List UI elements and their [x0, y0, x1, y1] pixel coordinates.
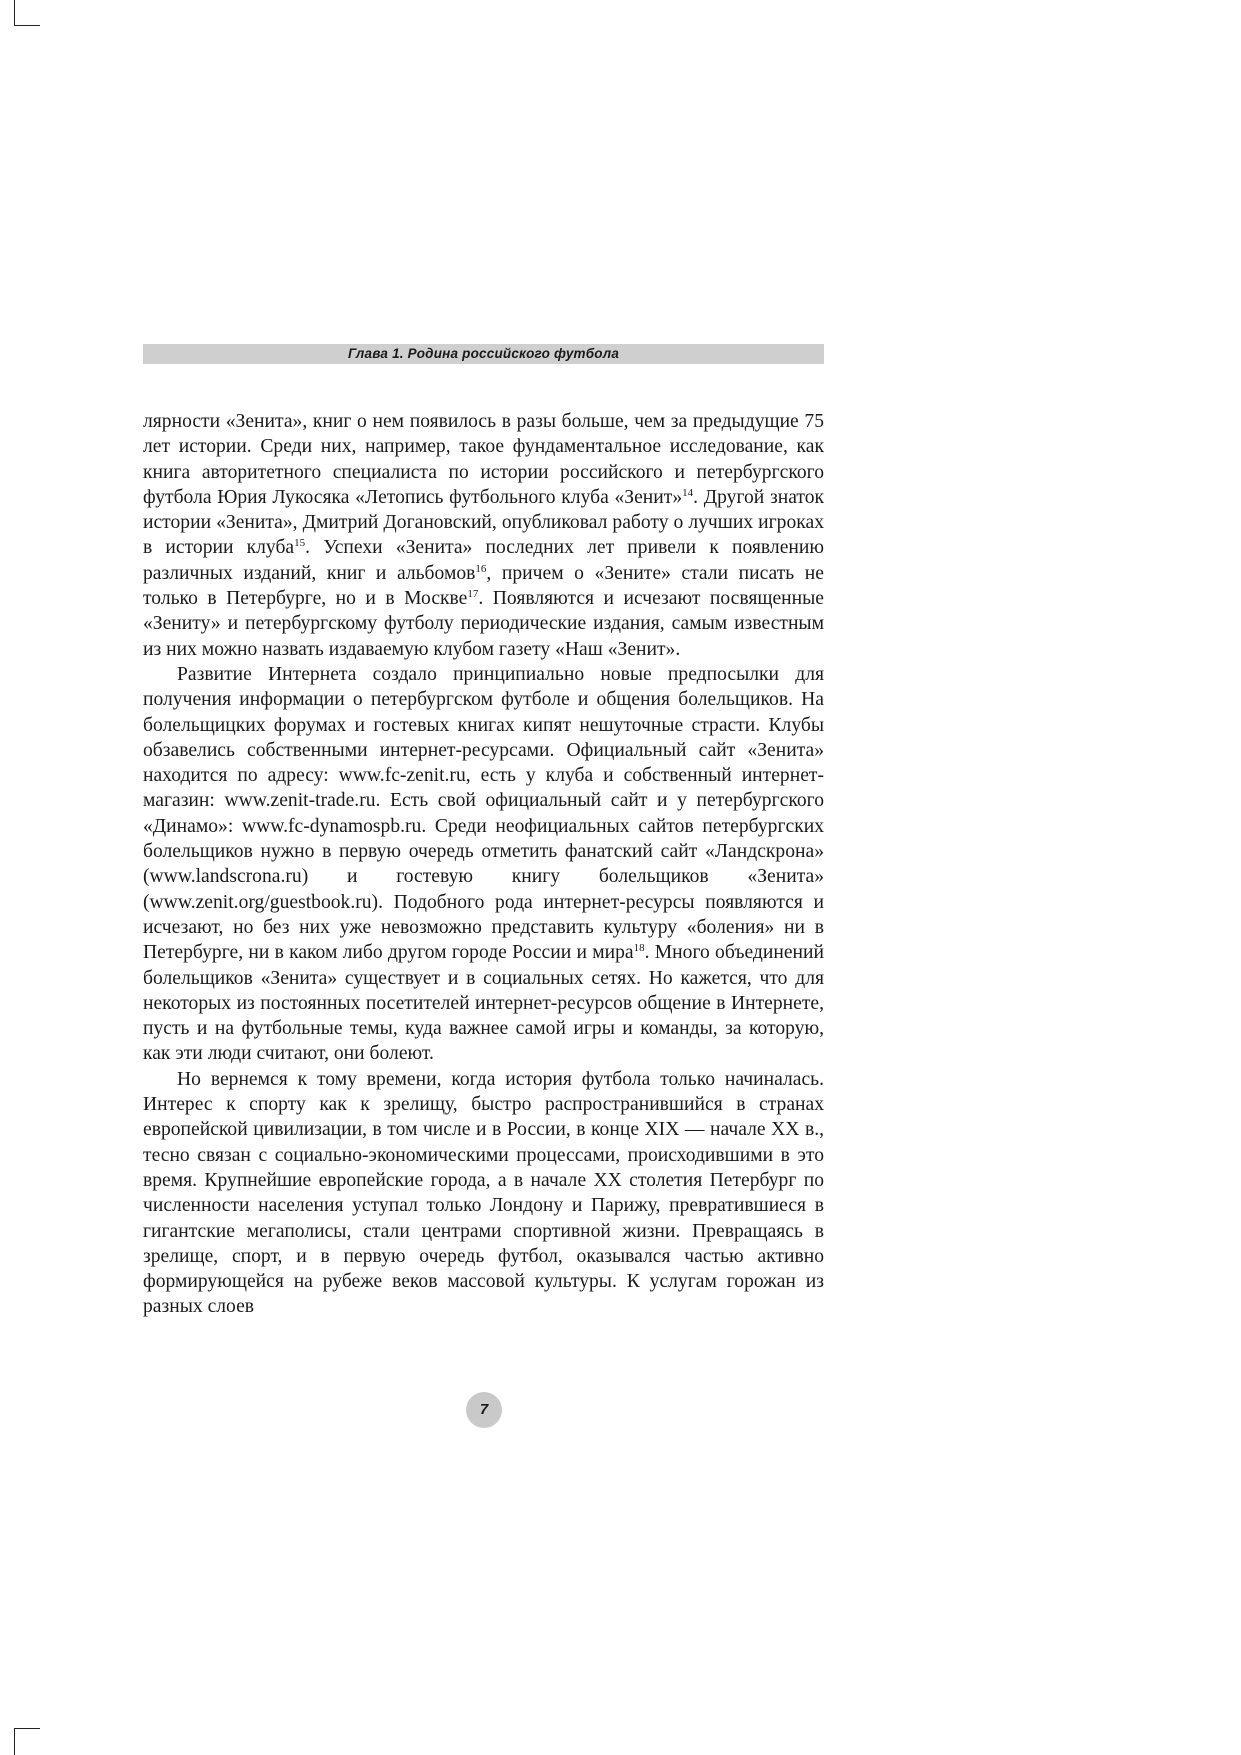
footnote-ref-17: 17 — [467, 588, 479, 601]
text-segment: . Успехи «Зенита» последних лет привели к появлению различных изданий, книг и альбомов — [143, 537, 825, 584]
footnote-ref-14: 14 — [682, 486, 694, 499]
text-segment: Но вернемся к тому времени, когда история футбола только начиналась. Интерес к спорту как к зрелищу, быстро распространившийся в странах европейской цивилизации, в том числе и в России, в конце XIX — начале XX в., тесно связан с социально-экономическими процессами, происходившими в это время. Крупнейшие европейские города, а в начале XX столетия Петербург по численности населения уступал только Лондону и Парижу, превратившиеся в гигантские мегаполисы, стали центрами спортивной жизни. Превращаясь в зрелище, спорт, и в первую очередь футбол, оказывался частью активно формирующейся на рубеже веков массовой культуры. К услугам горожан из разных слоев — [143, 1068, 824, 1318]
text-segment: . Много объединений болельщиков «Зенита» существует и в социальных сетях. Но кажется, что для некоторых из постоянных посетителей интернет-ресурсов общение в Интернете, пусть и на футбольные темы, куда важнее самой игры и команды, за которую, как эти люди считают, они болеют. — [143, 942, 825, 1065]
text-segment: Развитие Интернета создало принципиально новые предпосылки для получения информации о петербургском футболе и общения болельщиков. На болельщицких форумах и гостевых книгах кипят нешуточные страсти. Клубы обзавелись собственными интернет-ресурсами. Официальный сайт «Зенита» находится по адресу: www.fc-zenit.ru, есть у клуба и собственный интернет-магазин: www.zenit-trade.ru. Есть свой официальный сайт и у петербургского «Динамо»: www.fc-dynamospb.ru. Среди неофициальных сайтов петербургских болельщиков нужно в первую очередь отметить фанатский сайт «Ландскрона» (www.landscrona.ru) и гостевую книгу болельщиков «Зенита» (www.zenit.org/guestbook.ru). Подобного рода интернет-ресурсы появляются и исчезают, но без них уже невозможно представить культуру «боления» ни в Петербурге, ни в каком либо другом городе России и мира — [143, 663, 824, 964]
text-segment: . Другой знаток истории «Зенита», Дмитрий Догановский, опубликовал работу о лучших игроках в истории клуба — [143, 486, 825, 559]
text-segment: . Появляются и исчезают посвященные «Зениту» и петербургскому футболу периодические издания, самым известным из них можно назвать издаваемую клубом газету «Наш «Зенит». — [143, 588, 824, 660]
crop-mark-top-horizontal — [14, 25, 40, 26]
text-segment: лярности «Зенита», книг о нем появилось в разы больше, чем за предыдущие 75 лет истории. Среди них, например, такое фундаментальное исследование, как книга авторитетного специалиста по истории российского и петербургского футбола Юрия Лукосяка «Летопись футбольного клуба «Зенит» — [143, 411, 824, 508]
running-header — [143, 344, 824, 364]
chapter-title: Глава 1. Родина российского футбола — [347, 346, 620, 361]
crop-mark-bottom-horizontal — [14, 1728, 40, 1729]
crop-mark-top-vertical — [14, 0, 15, 26]
paragraph-3 — [143, 1067, 824, 1320]
footnote-ref-16: 16 — [475, 562, 487, 575]
paragraph-1 — [143, 409, 824, 662]
page-number: 7 — [466, 1392, 502, 1428]
text-segment: , причем о «Зените» стали писать не только в Петербурге, но и в Москве — [143, 562, 824, 610]
footnote-ref-18: 18 — [633, 942, 645, 955]
body-text — [143, 409, 824, 1320]
footnote-ref-15: 15 — [294, 537, 306, 550]
paragraph-2 — [143, 662, 824, 1067]
crop-mark-bottom-vertical — [14, 1728, 15, 1755]
